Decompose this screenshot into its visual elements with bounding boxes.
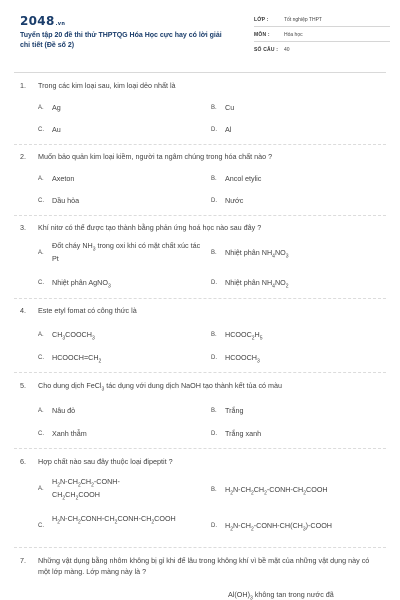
question-separator xyxy=(14,547,386,548)
option-letter: D. xyxy=(211,523,217,529)
meta-count-label: SỐ CÂU : xyxy=(254,47,279,53)
option-letter: A. xyxy=(38,486,44,492)
question-stem xyxy=(20,80,380,91)
option-text: $Al(OH)_3$ không tan trong nước đã xyxy=(228,590,334,600)
option-text: Dầu hỏa xyxy=(52,196,80,205)
question-text: Cho dung dịch FeCl$_3$ tác dụng với dung dịch NaOH tạo thành kết tủa có màu xyxy=(38,381,283,393)
option-letter: B. xyxy=(211,176,217,182)
option-letter: C. xyxy=(38,280,44,286)
question-text: Muốn bảo quản kim loại kiềm, người ta ngâm chúng trong hóa chất nào ? xyxy=(38,152,273,161)
question-stem xyxy=(20,305,380,316)
option-letter: B. xyxy=(211,487,217,493)
option-letter: A. xyxy=(38,105,44,111)
document-title: Tuyển tập 20 đề thi thử THPTQG Hóa Học cực hay có lời giải chi tiết (Đề số 2) xyxy=(20,32,222,49)
option-letter: A. xyxy=(38,408,44,414)
option-text: $HCOOCH_3$ xyxy=(225,353,260,365)
option-letter: B. xyxy=(211,408,217,414)
question-number: 5. xyxy=(20,381,26,390)
document-header xyxy=(0,0,400,70)
option-text: Al xyxy=(225,125,232,134)
question-stem xyxy=(20,151,380,162)
option-text: $H_2N-CH_2-CONH-CH(CH_3)$-COOH xyxy=(225,521,332,533)
option-letter: C. xyxy=(38,523,44,529)
option-text: $CH_3COOCH_3$ xyxy=(52,330,95,342)
option-text: Nhiệt phân $NH_4NO_2$ xyxy=(225,278,289,290)
option-letter: C. xyxy=(38,355,44,361)
meta-class xyxy=(254,17,394,29)
question-number: 2. xyxy=(20,152,26,161)
question-number: 6. xyxy=(20,457,26,466)
question-separator xyxy=(14,448,386,449)
option-letter: D. xyxy=(211,431,217,437)
question-stem xyxy=(20,555,372,577)
question-stem xyxy=(20,222,380,233)
option-text: Trắng xanh xyxy=(225,429,262,438)
option-letter: B. xyxy=(211,105,217,111)
meta-count xyxy=(254,47,394,59)
option-text: $HCOOCH=CH_2$ xyxy=(52,353,102,365)
option-letter: A. xyxy=(38,332,44,338)
meta-count-value: 40 xyxy=(284,47,290,53)
option-letter: D. xyxy=(211,355,217,361)
option-letter: C. xyxy=(38,198,44,204)
option-letter: C. xyxy=(38,431,44,437)
meta-underline xyxy=(254,26,390,27)
option-text: Xanh thẫm xyxy=(52,429,87,438)
option-letter: D. xyxy=(211,127,217,133)
option-letter: D. xyxy=(211,198,217,204)
question-text: Khí nitơ có thể được tạo thành bằng phản ứng hoá học nào sau đây ? xyxy=(38,223,262,232)
option-text: Nước xyxy=(225,196,244,205)
question-number: 4. xyxy=(20,306,26,315)
option-text: Ancol etylic xyxy=(225,174,262,183)
meta-subject-label: MÔN : xyxy=(254,32,270,38)
logo-text: 2048 xyxy=(20,14,55,28)
meta-class-label: LỚP : xyxy=(254,17,269,23)
meta-class-value: Tốt nghiệp THPT xyxy=(284,17,322,23)
option-text: Nhiệt phân $NH_4NO_3$ xyxy=(225,248,289,260)
question-stem xyxy=(20,456,380,467)
question-text: Este etyl fomat có công thức là xyxy=(38,306,137,315)
option-text: $HCOOC_2H_5$ xyxy=(225,330,263,342)
option-text: Nâu đỏ xyxy=(52,406,76,415)
option-letter: B. xyxy=(211,332,217,338)
meta-underline xyxy=(254,41,390,42)
option-text: Cu xyxy=(225,103,235,112)
question-text: Trong các kim loại sau, kim loại dẻo nhất là xyxy=(38,81,176,90)
meta-subject xyxy=(254,32,394,44)
option-text: Au xyxy=(52,125,61,134)
site-logo[interactable] xyxy=(20,14,65,28)
option-text: $H_2N-CH_2CH_2-CONH-CH_2COOH$ xyxy=(225,485,328,497)
header-divider xyxy=(14,72,386,73)
option-letter: D. xyxy=(211,280,217,286)
question-separator xyxy=(14,298,386,299)
question-number: 3. xyxy=(20,223,26,232)
question-number: 7. xyxy=(20,556,26,565)
option-text: Trắng xyxy=(225,406,244,415)
option-text: Đốt cháy $NH_3$ trong oxi khi có mặt chất xúc tác Pt xyxy=(52,241,201,264)
meta-subject-value: Hóa học xyxy=(284,32,303,38)
question-number: 1. xyxy=(20,81,26,90)
question-separator xyxy=(14,372,386,373)
question-text: Những vật dụng bằng nhôm không bị gỉ khi để lâu trong không khí vì bề mặt của những vật dụng này có một lớp màng. Lớp màng này là ? xyxy=(38,556,370,576)
logo-suffix: .vn xyxy=(55,21,66,27)
question-separator xyxy=(14,215,386,216)
option-text: Nhiệt phân AgNO$_3$ xyxy=(52,278,111,290)
option-text: $H_2N-CH_2CH_2-CONH-CH_2CH_2COOH$ xyxy=(52,477,120,502)
option-letter: C. xyxy=(38,127,44,133)
option-letter: A. xyxy=(38,250,44,256)
option-text: $H_2N-CH_2CONH-CH_2CONH-CH_2COOH$ xyxy=(52,514,176,526)
option-text: Axeton xyxy=(52,174,75,183)
option-text: Ag xyxy=(52,103,61,112)
question-separator xyxy=(14,144,386,145)
option-letter: A. xyxy=(38,176,44,182)
question-stem xyxy=(20,380,380,395)
question-text: Hợp chất nào sau đây thuộc loại đipeptit ? xyxy=(38,457,173,466)
option-letter: B. xyxy=(211,250,217,256)
